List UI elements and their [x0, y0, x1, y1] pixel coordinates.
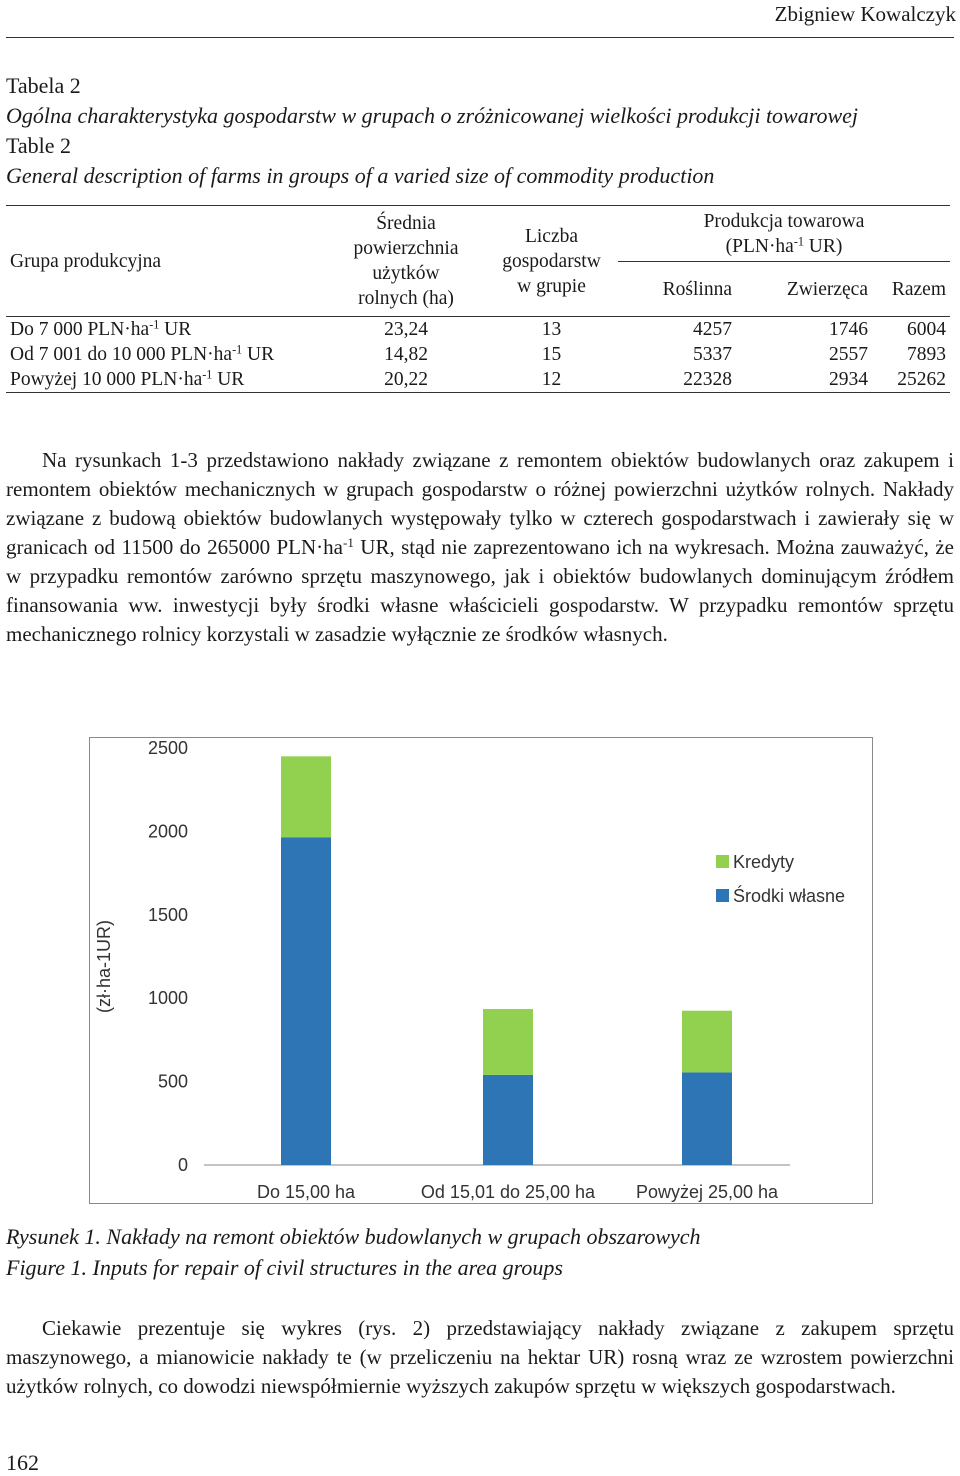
x-tick-label: Powyżej 25,00 ha — [635, 1182, 779, 1202]
row-total: 6004 — [907, 319, 946, 340]
header-group: Grupa produkcyjna — [10, 250, 162, 272]
row-animal: 2557 — [829, 344, 868, 365]
row-group: Do 7 000 $PLN\cdot ha^{-1}$ UR — [10, 317, 192, 340]
figure-caption-pl: Rysunek 1. Nakłady na remont obiektów budowlanych w grupach obszarowych — [6, 1224, 701, 1249]
row-area: 20,22 — [384, 369, 428, 390]
bar-credits — [682, 1011, 732, 1073]
header-commodity-production: Produkcja towarowa ($PLN\cdot ha^{-1}$ UR) — [618, 206, 950, 262]
row-group: Od 7 001 do 10 000 $PLN\cdot ha^{-1}$ UR — [10, 342, 275, 365]
row-total: 7893 — [907, 344, 946, 365]
running-header-author: Zbigniew Kowalczyk — [774, 2, 956, 26]
farm-characteristics-table — [6, 205, 950, 393]
row-group: Powyżej 10 000 $PLN\cdot ha^{-1}$ UR — [10, 367, 245, 390]
y-tick-label: 2000 — [147, 821, 188, 842]
y-tick-label: 1500 — [147, 904, 188, 925]
row-area: 14,82 — [384, 344, 428, 365]
y-tick-label: 1000 — [147, 988, 188, 1009]
bar-own-funds — [682, 1072, 732, 1165]
figure-caption-en: Figure 1. Inputs for repair of civil structures in the area groups — [6, 1255, 563, 1280]
legend-label: Środki własne — [733, 886, 846, 906]
row-plant: 4257 — [693, 319, 732, 340]
row-count: 12 — [541, 369, 562, 390]
table-title-en: General description of farms in groups of a varied size of commodity production — [6, 163, 715, 188]
y-tick-label: 2500 — [147, 738, 188, 758]
header-plant: Roślinna — [662, 278, 732, 300]
row-count: 15 — [541, 344, 562, 365]
row-total: 25262 — [897, 369, 946, 390]
bar-own-funds — [483, 1075, 533, 1165]
y-tick-label: 500 — [157, 1071, 188, 1092]
row-area: 23,24 — [384, 319, 428, 340]
bar-own-funds — [281, 837, 331, 1165]
figure-1-chart — [89, 737, 873, 1204]
bar-credits — [483, 1009, 533, 1075]
header-animal: Zwierzęca — [786, 278, 868, 300]
stacked-bar-chart — [90, 738, 871, 1202]
header-average-area: Średnia powierzchnia użytków rolnych (ha) — [353, 213, 459, 309]
page-number: 162 — [6, 1450, 39, 1475]
header-divider — [6, 37, 954, 38]
row-animal: 2934 — [829, 369, 868, 390]
body-paragraph-1: Na rysunkach 1-3 przedstawiono nakłady związane z remontem obiektów budowlanych oraz zakupem i remontem obiektów mechanicznych w grupach gospodarstw o różnej powierzchni użytków rolnych. Nakłady związane z budową obiektów budowlanych występowały tylko w czterech gospodarstwach i zawierały się w granicach od 11500 do 265000 $PLN\cdot ha^{-1}$ UR, stąd nie zaprezentowano ich na wykresach. Można zauważyć, że w przypadku remontów zarówno sprzętu maszynowego, jak i obiektów budowlanych dominującym źródłem finansowania ww. inwestycji były środki własne właścicieli gospodarstw. W przypadku remontów sprzętu mechanicznego rolnicy korzystali w zasadzie wyłącznie ze środków własnych. — [6, 448, 954, 646]
legend-label: Kredyty — [733, 852, 795, 872]
row-plant: 5337 — [693, 344, 732, 365]
legend-swatch — [716, 889, 729, 902]
body-paragraph-2: Ciekawie prezentuje się wykres (rys. 2) przedstawiający nakłady związane z zakupem sprzętu maszynowego, a mianowicie nakłady te (w przeliczeniu na hektar UR) rosną wraz ze wzrostem powierzchni użytków rolnych, co dowodzi niewspółmiernie wyższych zakupów sprzętu w większych gospodarstwach. — [6, 1316, 954, 1398]
table-label-en: Table 2 — [6, 133, 72, 158]
table-row — [6, 367, 950, 393]
x-tick-label: Od 15,01 do 25,00 ha — [420, 1182, 596, 1202]
bar-credits — [281, 756, 331, 837]
y-tick-label: 0 — [177, 1155, 188, 1175]
row-count: 13 — [541, 319, 562, 340]
legend-swatch — [716, 855, 729, 868]
y-axis-title: (zł·ha-1UR) — [94, 919, 114, 1014]
header-farm-count: Liczba gospodarstw w grupie — [502, 225, 601, 297]
table-label-pl: Tabela 2 — [6, 73, 81, 98]
table-title-pl: Ogólna charakterystyka gospodarstw w grupach o zróżnicowanej wielkości produkcji towarowej — [6, 103, 859, 128]
table-row — [6, 342, 950, 367]
row-plant: 22328 — [683, 369, 732, 390]
table-row — [6, 317, 950, 343]
header-total: Razem — [891, 278, 946, 300]
row-animal: 1746 — [829, 319, 868, 340]
x-tick-label: Do 15,00 ha — [256, 1182, 356, 1202]
